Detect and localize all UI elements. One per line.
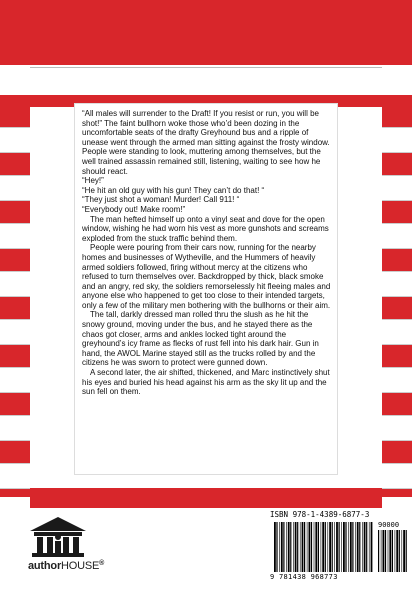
barcode-bars [274,522,374,572]
isbn-barcode [270,508,410,588]
story-paragraph: A second later, the air shifted, thickened, and Marc instinctively shut his eyes and buried his head against his arm as the sky lit up and the sun fell on them. [82,368,330,397]
price-barcode-bars [378,530,408,572]
registered-mark: ® [99,560,105,567]
story-paragraph: “Everybody out! Make room!” [82,204,186,214]
top-red-band [0,0,412,65]
publisher-name-accent: HOUSE [61,560,100,572]
story-paragraph: “He hit an old guy with his gun! They can’t do that! “ [82,185,265,195]
story-paragraph: The man hefted himself up onto a vinyl seat and dove for the open window, wishing he had worn his vest as more gunshots and screams exploded from the stuck traffic behind them. [82,214,329,243]
story-excerpt-panel [74,103,338,475]
ean-number: 9 781438 968773 [270,573,338,581]
story-paragraph: “They just shot a woman! Murder! Call 911! “ [82,195,240,205]
right-stripes [382,107,412,497]
bottom-red-band [30,488,382,508]
house-logo-icon [28,515,88,559]
publisher-name-main: author [28,560,62,572]
story-paragraph: The tall, darkly dressed man rolled thru the slush as he hit the snowy ground, moving under the bus, and he stayed there as the chaos got closer, arms and ankles locked tight around the greyhound’s icy frame as flecks of rust fell into his dark hair. Gun in hand, the AWOL Marine stayed still as the trucks rolled by and the citizens he was sworn to protect were gunned down. [82,310,319,368]
story-paragraph: People were pouring from their cars now, running for the nearby homes and businesses of Wytheville, and the Hummers of heavily armed soldiers followed, firing without mercy at the citizens who refused to turn themselves over. Backdropped by thick, black smoke and an angry, red sky, the soldiers remorselessly hit fleeing males and anyone else who happened to get too close to their intended targets, only a few of the military men bothering with the bullhorns or their aim. [82,243,331,310]
top-white-band [30,67,382,97]
price-code: 90000 [378,521,400,529]
left-stripes [0,107,30,497]
story-excerpt-text [82,109,331,397]
story-paragraph: “Hey!” [82,176,104,186]
publisher-name [28,560,104,572]
isbn-text: ISBN 978-1-4389-6877-3 [270,510,370,519]
story-paragraph: “All males will surrender to the Draft! If you resist or run, you will be shot!” The faint bullhorn woke those who’d been dozing in the uncomfortable seats of the drafty Greyhound bus and a ripple of unease went through the armed man sitting against the frosty window. People were standing to look, muttering among themselves, but the well trained assassin remained still, listening, waiting to see how he should react. [82,109,330,176]
